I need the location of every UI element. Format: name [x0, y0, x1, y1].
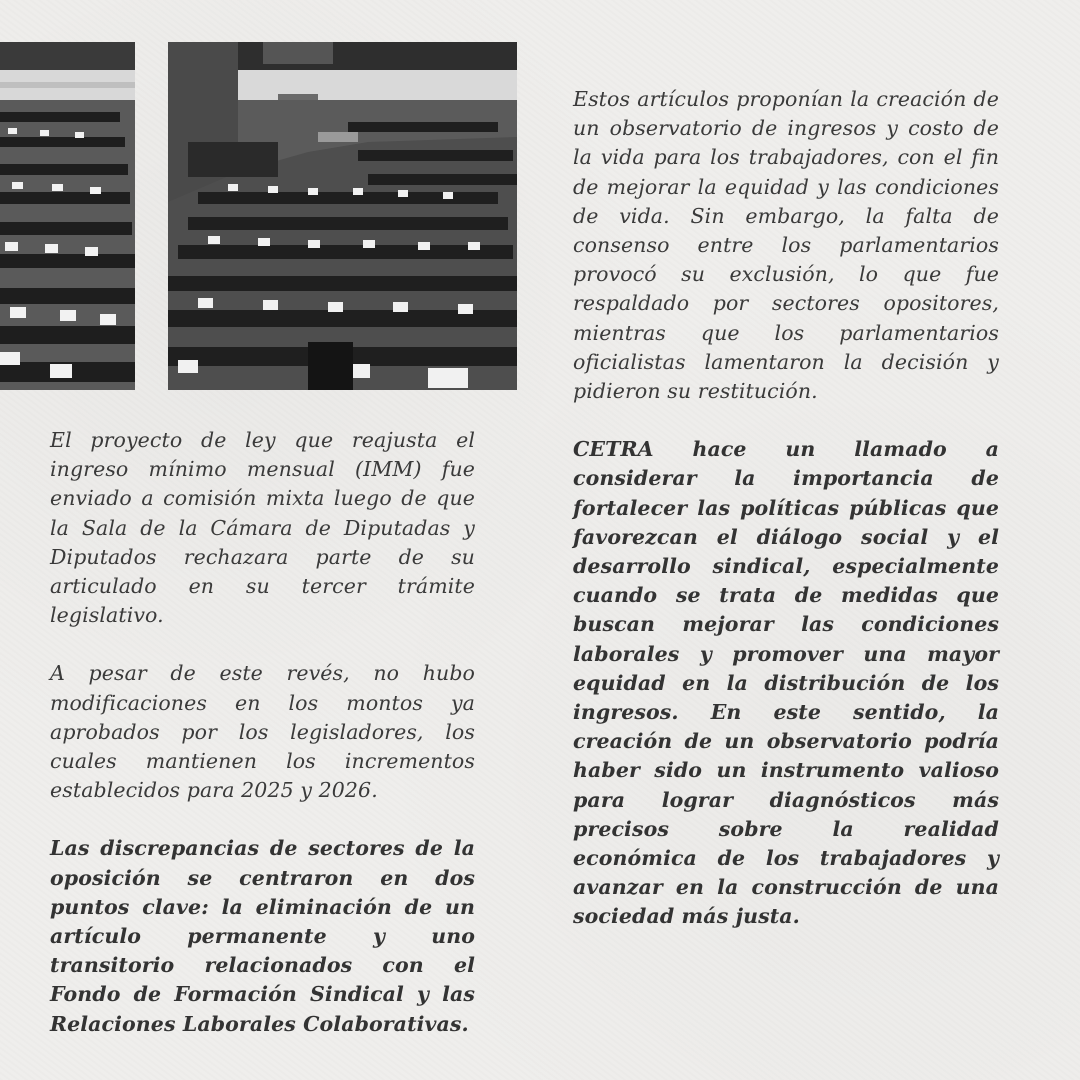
left-text-column	[50, 426, 475, 1039]
right-paragraph-2: CETRA hace un llamado a considerar la importancia de fortalecer las políticas públicas que favorezcan el diálogo social y el desarrollo sindical, especialmente cuando se trata de medidas que buscan mejorar las condiciones laborales y promover una mayor equidad en la distribución de los ingresos. En este sentido, la creación de un observatorio podría haber sido un instrumento valioso para lograr diagnósticos más precisos sobre la realidad económica de los trabajadores y avanzar en la construcción de una sociedad más justa.	[573, 437, 999, 929]
right-paragraph-1: Estos artículos proponían la creación de un observatorio de ingresos y costo de la vida para los trabajadores, con el fin de mejorar la equidad y las condiciones de vida. Sin embargo, la falta de consenso entre los parlamentarios provocó su exclusión, lo que fue respaldado por sectores opositores, mientras que los parlamentarios oficialistas lamentaron la decisión y pidieron su restitución.	[573, 87, 999, 404]
left-paragraph-1: El proyecto de ley que reajusta el ingreso mínimo mensual (IMM) fue enviado a comisión mixta luego de que la Sala de la Cámara de Diputadas y Diputados rechazara parte de su articulado en su tercer trámite legislativo.	[50, 428, 475, 628]
left-paragraph-2: A pesar de este revés, no hubo modificaciones en los montos ya aprobados por los legisladores, los cuales mantienen los incrementos establecidos para 2025 y 2026.	[50, 661, 475, 803]
right-text-column	[573, 85, 999, 932]
parliament-photo-left	[0, 42, 135, 390]
left-paragraph-3: Las discrepancias de sectores de la oposición se centraron en dos puntos clave: la eliminación de un artículo permanente y uno transitorio relacionados con el Fondo de Formación Sindical y las Relaciones Laborales Colaborativas.	[50, 836, 475, 1036]
chamber-illustration-right	[168, 42, 517, 390]
parliament-photo-right	[168, 42, 517, 390]
chamber-illustration-left	[0, 42, 135, 390]
